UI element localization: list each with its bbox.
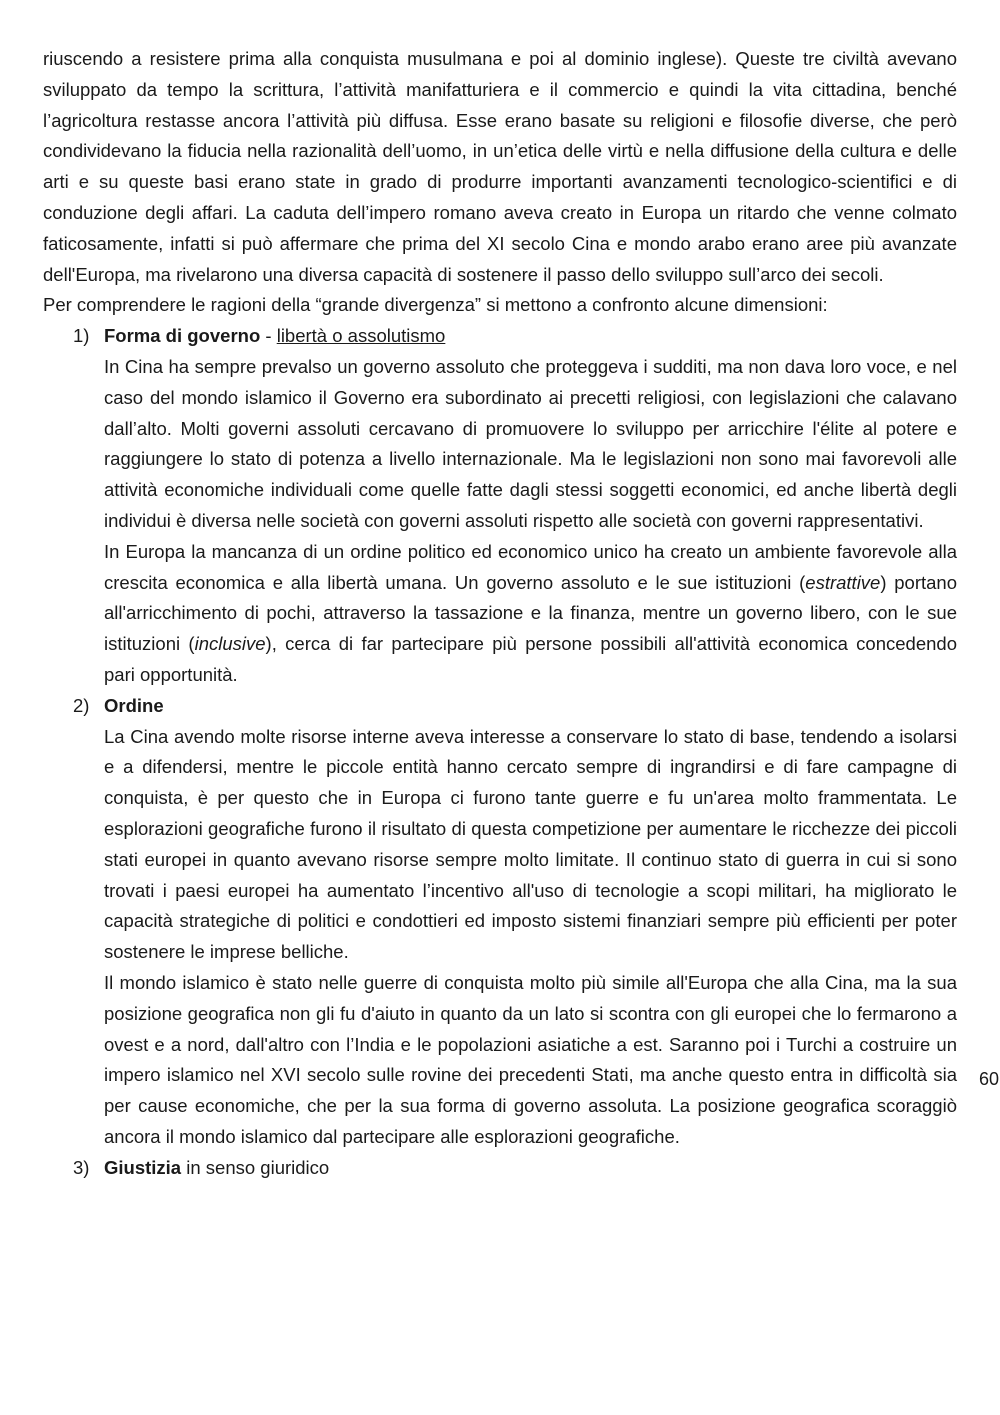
text-run: In Europa la mancanza di un ordine politico ed economico unico ha creato un ambiente favorevole alla crescita economica e alla libertà umana. Un governo assoluto e le sue istituzioni ( — [104, 540, 957, 593]
section-title-rest: in senso giuridico — [181, 1156, 330, 1178]
body-paragraph: La Cina avendo molte risorse interne aveva interesse a conservare lo stato di base, tendendo a isolarsi e a difendersi, mentre le piccole entità hanno cercato sempre di ingrandirsi e di fare campagne di conquista, è per questo che in Europa ci furono tante guerre e fu un'area molto frammentata. Le esplorazioni geografiche furono il risultato di questa competizione per aumentare le ricchezze dei piccoli stati europei in quanto avevano risorse sempre molto limitate. Il continuo stato di guerra in cui si sono trovati i paesi europei ha aumentato l’incentivo all'uso di tecnologie a scopi militari, ha migliorato le capacità strategiche di politici e condottieri ed imposto sistemi finanziari sempre più efficienti per poter sostenere le imprese belliche. — [104, 725, 957, 963]
text-run: ), cerca di far partecipare più persone possibili all'attività economica concedendo pari opportunità. — [104, 633, 957, 685]
list-item-1 — [43, 321, 957, 691]
list-item-heading — [104, 1153, 957, 1184]
list-item-heading — [104, 321, 957, 352]
body-paragraph: Il mondo islamico è stato nelle guerre di conquista molto più simile all'Europa che alla Cina, ma la sua posizione geografica non gli fu d'aiuto in quanto da un lato si scontra con gli europei che lo fermarono a ovest e a nord, dall'altro con l’India e le popolazioni asiatiche a est. Saranno poi i Turchi a costruire un impero islamico nel XVI secolo sulle rovine dei precedenti Stati, ma anche questo entra in difficoltà sia per cause economiche, che per la sua forma di governo assoluta. La posizione geografica scoraggiò ancora il mondo islamico dal partecipare alle esplorazioni geografiche. — [104, 971, 957, 1147]
list-item-2 — [43, 691, 957, 1153]
page-number: 60 — [979, 1069, 1000, 1089]
intro-paragraph: riuscendo a resistere prima alla conquista musulmana e poi al dominio inglese). Queste tre civiltà avevano sviluppato da tempo la scrittura, l’attività manifatturiera e il commercio e quindi la vita cittadina, benché l’agricoltura restasse ancora l’attività più diffusa. Esse erano basate su religioni e filosofie diverse, che però condividevano la fiducia nella razionalità dell’uomo, in un’etica delle virtù e nella diffusione della cultura e delle arti e su queste basi erano state in grado di produrre importanti avanzamenti tecnologico-scientifici e di conduzione degli affari. La caduta dell’impero romano aveva creato in Europa un ritardo che venne colmato faticosamente, infatti si può affermare che prima del XI secolo Cina e mondo arabo erano aree più avanzate dell'Europa, ma rivelarono una diversa capacità di sostenere il passo dello sviluppo sull’arco dei secoli. — [43, 48, 957, 285]
italic-term: estrattive — [805, 571, 881, 593]
list-item-heading — [104, 691, 957, 722]
section-title: Ordine — [104, 694, 164, 716]
list-number: 3) — [73, 1156, 90, 1178]
body-paragraph: In Cina ha sempre prevalso un governo assoluto che proteggeva i sudditi, ma non dava loro voce, e nel caso del mondo islamico il Governo era subordinato ai precetti religiosi, con legislazioni che calavano dall’alto. Molti governi assoluti cercavano di promuovere lo sviluppo per arricchire l'élite al potere e raggiungere lo stato di potenza a livello internazionale. Ma le legislazioni non sono mai favorevoli alle attività economiche individuali come quelle fatte dagli stessi soggetti economici, ed anche libertà degli individui è diversa nelle società con governi assoluti rispetto alle società con governi rappresentativi. — [104, 355, 957, 531]
section-title: Forma di governo — [104, 325, 261, 347]
text-run: ) portano all'arricchimento di pochi, attraverso la tassazione e la finanza, mentre un governo libero, con le sue istituzioni ( — [104, 571, 957, 655]
list-item-3 — [43, 1153, 957, 1184]
italic-term: inclusive — [194, 633, 266, 655]
heading-separator: - — [260, 325, 277, 347]
section-title: Giustizia — [104, 1156, 182, 1178]
body-paragraph — [104, 537, 957, 691]
page-content — [43, 44, 1000, 1183]
list-number: 1) — [73, 325, 90, 347]
list-number: 2) — [73, 694, 90, 716]
section-subtitle: libertà o assolutismo — [276, 325, 446, 347]
comparison-intro-paragraph: Per comprendere le ragioni della “grande divergenza” si mettono a confronto alcune dimensioni: — [43, 294, 828, 316]
